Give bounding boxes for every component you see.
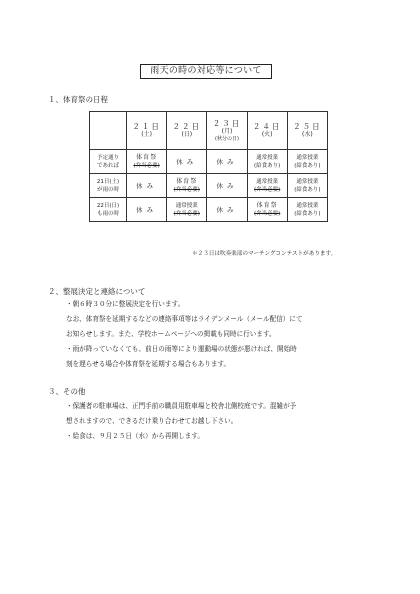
schedule-cell: 体育祭 (弁当必要): [167, 174, 207, 198]
section2-body: [66, 297, 366, 372]
page-title: 雨天の時の対応等について: [140, 64, 272, 79]
schedule-cell: 通常授業 (給食あり): [287, 150, 327, 174]
schedule-cell: 休み: [207, 198, 247, 222]
schedule-day-header: ２４日 (火): [247, 112, 287, 150]
schedule-row: [90, 150, 328, 174]
schedule-row-label: 21日(土) が雨の時: [90, 174, 127, 198]
schedule-cell: 休み: [207, 150, 247, 174]
schedule-cell: 通常授業 (弁当必要): [247, 174, 287, 198]
paragraph-line: ・給食は、９月２５日（水）から再開します。: [66, 432, 204, 440]
paragraph-line: ・保護者の駐車場は、正門手前の職員用駐車場と校舎北側校庭です。混雑が予: [66, 402, 297, 410]
schedule-row-label: 予定通り であれば: [90, 150, 127, 174]
schedule-row-label: 22日(日) も雨の時: [90, 198, 127, 222]
paragraph-line: ・朝６時３０分に整展決定を行います。: [66, 300, 185, 308]
section3-heading: ３、その他: [48, 387, 86, 396]
table-footnote: ＊２３日は吹奏楽部のマーチングコンテストがあります。: [192, 251, 337, 257]
schedule-row: [90, 174, 328, 198]
schedule-cell: 体育祭 (弁当必要): [127, 150, 167, 174]
section3-body: [66, 399, 366, 444]
section1-heading: １、体育祭の日程: [48, 95, 108, 104]
schedule-row: [90, 198, 328, 222]
paragraph-line: ・雨が降っていなくても、前日の雨等により運動場の状態が悪ければ、開始時: [66, 345, 297, 353]
schedule-cell: 休み: [167, 150, 207, 174]
schedule-cell: 休み: [127, 198, 167, 222]
paragraph-line: 想されますので、できるだけ乗り合わせてお越し下さい。: [66, 417, 238, 425]
paragraph-line: なお、体育祭を延期するなどの連絡事項等はライデンメール（メール配信）にて: [66, 315, 303, 323]
schedule-day-header: ２５日 (水): [287, 112, 327, 150]
schedule-cell: 通常授業 (給食あり): [287, 198, 327, 222]
schedule-header-row: [90, 112, 328, 150]
schedule-day-header: ２１日 (土): [127, 112, 167, 150]
schedule-corner-cell: [90, 112, 127, 150]
section2-heading: ２、整展決定と連絡について: [48, 287, 146, 296]
schedule-cell: 通常授業 (給食あり): [247, 150, 287, 174]
schedule-cell: 休み: [207, 174, 247, 198]
schedule-day-header: ２２日 (日): [167, 112, 207, 150]
schedule-cell: 体育祭 (弁当必要): [247, 198, 287, 222]
schedule-table: [89, 111, 328, 222]
paragraph-line: お知らせします。また、学校ホームページへの掲載も同時に行います。: [66, 330, 276, 338]
schedule-cell: 通常授業 (給食あり): [287, 174, 327, 198]
schedule-day-header: ２３日 (月) (秋分の日): [207, 112, 247, 150]
schedule-cell: 通常授業 (弁当必要): [167, 198, 207, 222]
paragraph-line: 刻を遅らせる場合や体育祭を延期する場合もあります。: [66, 360, 231, 368]
schedule-cell: 休み: [127, 174, 167, 198]
